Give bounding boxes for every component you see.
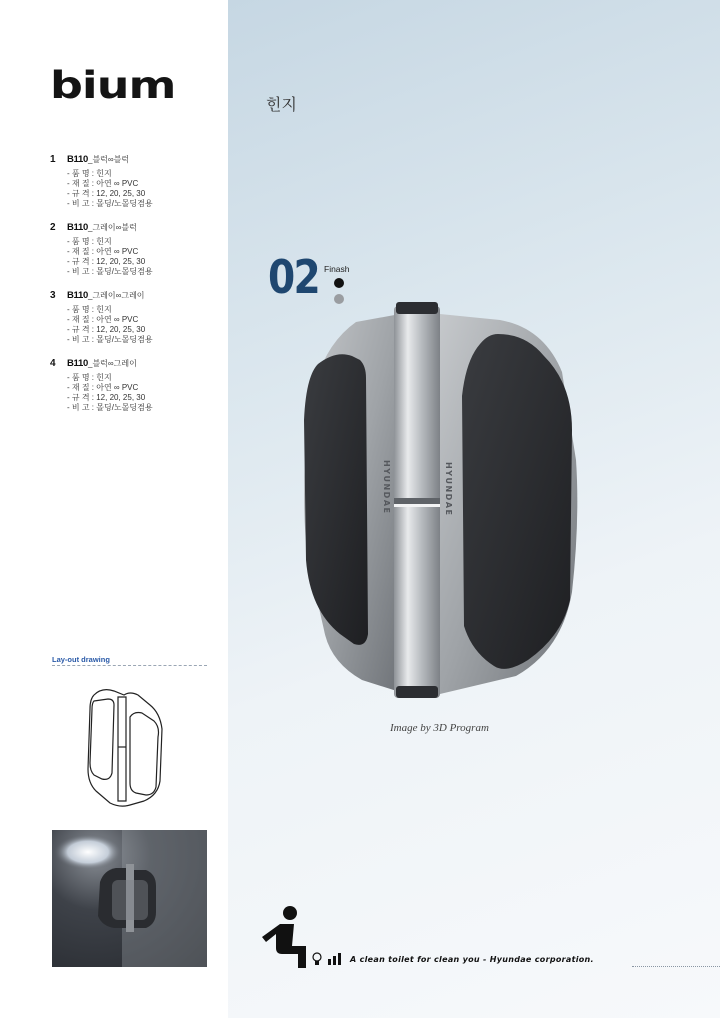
layout-drawing-image [80,683,170,808]
spec-line: - 규 격 : 12, 20, 25, 30 [67,393,146,402]
spec-line: - 품 명 : 힌지 [67,305,112,314]
finish-label: Finash [324,264,350,274]
finish-number: 02 [268,250,320,304]
seated-person-icon [262,904,312,970]
product-list [50,154,220,426]
product-code: B110 [67,290,88,301]
hinge-brand-right: HYUNDAE [444,462,453,517]
spec-line: - 규 격 : 12, 20, 25, 30 [67,189,146,198]
spec-line: - 재 질 : 아연 ∞ PVC [67,383,139,392]
hinge-render [300,300,580,700]
spec-line: - 재 질 : 아연 ∞ PVC [67,179,139,188]
spec-line: - 품 명 : 힌지 [67,237,112,246]
spec-line: - 품 명 : 힌지 [67,373,112,382]
product-code: B110 [67,154,88,165]
product-item [50,358,220,413]
product-name: _그레이∞블럭 [88,223,137,232]
chart-icon [328,953,342,965]
spec-line: - 비 고 : 몰딩/노몰딩겸용 [67,267,153,276]
layout-divider [52,665,207,666]
image-caption: Image by 3D Program [390,722,489,734]
footer-divider [632,966,720,967]
spec-line: - 재 질 : 아연 ∞ PVC [67,315,139,324]
product-name: _블럭∞그레이 [88,359,137,368]
product-number: 1 [50,154,56,165]
product-number: 3 [50,290,56,301]
lightbulb-icon [312,952,322,966]
layout-drawing-label: Lay-out drawing [52,655,110,664]
product-item [50,154,220,209]
product-number: 2 [50,222,56,233]
product-name: _블럭∞블럭 [88,155,130,164]
product-item [50,290,220,345]
product-item [50,222,220,277]
product-code: B110 [67,222,88,233]
product-number: 4 [50,358,56,369]
footer-slogan: A clean toilet for clean you - Hyundae corporation. [350,955,594,964]
spec-line: - 비 고 : 몰딩/노몰딩겸용 [67,335,153,344]
brand-logo: bium [50,62,176,107]
photo-illustration [52,830,207,967]
page-title: 힌지 [266,97,297,114]
spec-line: - 비 고 : 몰딩/노몰딩겸용 [67,403,153,412]
footer-icons [312,952,342,966]
spec-line: - 품 명 : 힌지 [67,169,112,178]
product-name: _그레이∞그레이 [88,291,145,300]
product-code: B110 [67,358,88,369]
spec-line: - 비 고 : 몰딩/노몰딩겸용 [67,199,153,208]
spec-line: - 규 격 : 12, 20, 25, 30 [67,325,146,334]
spec-line: - 재 질 : 아연 ∞ PVC [67,247,139,256]
installed-hinge-photo [52,830,207,967]
finish-swatch-black [334,278,344,288]
spec-line: - 규 격 : 12, 20, 25, 30 [67,257,146,266]
hinge-brand-left: HYUNDAE [382,460,391,515]
